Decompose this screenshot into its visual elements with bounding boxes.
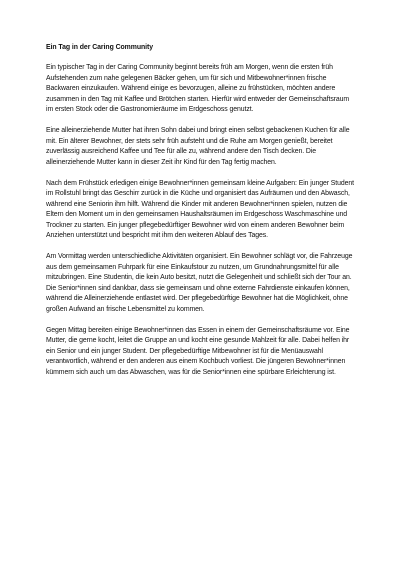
paragraph-1: Ein typischer Tag in der Caring Community beginnt bereits früh am Morgen, wenn die ersten früh Aufstehenden zum nahe gelegenen Bäcker gehen, um für sich und Mitbewohner*innen frische Backwaren einzukaufen. Während einige es bevorzugen, alleine zu frühstücken, möchten andere zusammen in den Tag mit Kaffee und Brötchen starten. Hierfür wird entweder der Gemeinschaftsraum im ersten Stock oder die Gastronomieräume im Erdgeschoss genutzt. xyxy=(46,64,350,113)
paragraph-3: Nach dem Frühstück erledigen einige Bewohner*innen gemeinsam kleine Aufgaben: Ein junger Student im Rollstuhl bringt das Geschirr zurück in die Küche und organisiert das Aufräumen und den Abwasch, während eine Seniorin ihm hilft. Während die Kinder mit anderen Bewohner*innen spielen, nutzen die Eltern den Moment um in den gemeinsamen Haushaltsräumen im Erdgeschoss Waschmaschine und Trockner zu starten. Ein junger pflegebedürftiger Bewohner wird von einem anderen Bewohner beim Anziehen unterstützt und bespricht mit ihm den weiteren Ablauf des Tages. xyxy=(46,179,354,239)
paragraph-5: Gegen Mittag bereiten einige Bewohner*innen das Essen in einem der Gemeinschaftsräume vor. Eine Mutter, die gerne kocht, leitet die Gruppe an und kocht eine gesunde Mahlzeit für alle. Dabei helfen ihr ein Senior und ein junger Student. Der pflegebedürftige Mitbewohner ist für die Menüauswahl verantwortlich, während er den anderen aus einem Kochbuch vorliest. Die jüngeren Bewohner*innen kümmern sich auch um das Abwaschen, was für die Senior*innen eine spürbare Erleichterung ist. xyxy=(46,326,350,376)
paragraph-4: Am Vormittag werden unterschiedliche Aktivitäten organisiert. Ein Bewohner schlägt vor, die Fahrzeuge aus dem gemeinsamen Fuhrpark für eine Einkaufstour zu nutzen, um Grundnahrungsmittel für alle mitzubringen. Eine Studentin, die kein Auto besitzt, nutzt die Gelegenheit und schließt sich der Tour an. Die Senior*innen sind dankbar, dass sie gemeinsam und ohne externe Fahrdienste einkaufen können, während die Alleinerziehende entlastet wird. Der pflegebedürftige Bewohner hat die Möglichkeit, ohne großen Aufwand an frische Lebensmittel zu kommen. xyxy=(46,253,353,313)
paragraph-2: Eine alleinerziehende Mutter hat ihren Sohn dabei und bringt einen selbst gebackenen Kuchen für alle mit. Ein älterer Bewohner, der stets sehr früh aufsteht und die Ruhe am Morgen genießt, bereitet zuverlässig ausreichend Kaffee und Tee für alle zu, während andere den Tisch decken. Die alleinerziehende Mutter kann in dieser Zeit ihr Kind für den Tag fertig machen. xyxy=(46,127,350,166)
document-title: Ein Tag in der Caring Community xyxy=(46,44,154,51)
